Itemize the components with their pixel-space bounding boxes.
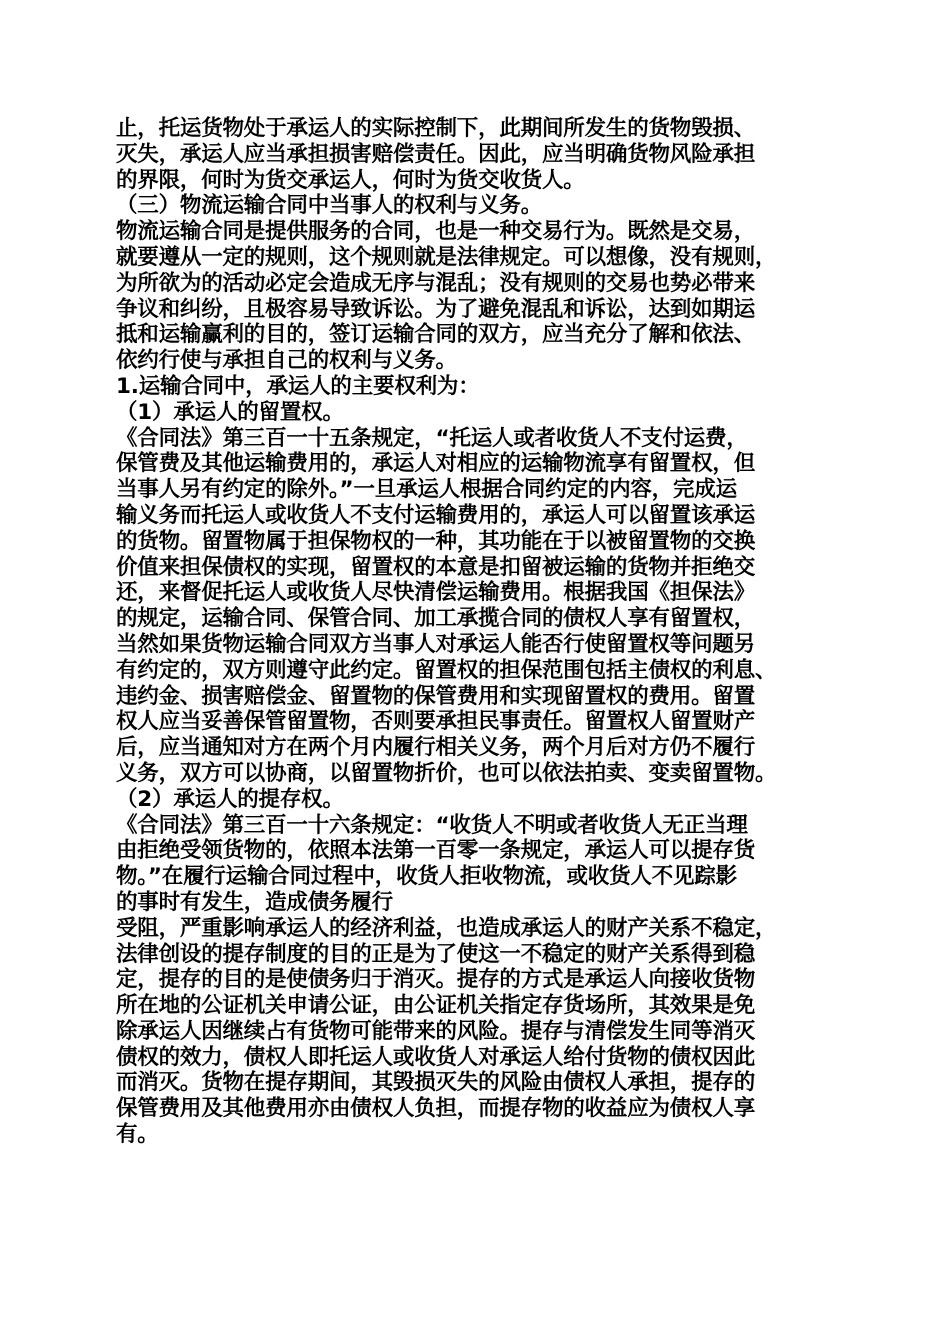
text-line: 违约金、损害赔偿金、留置物的保管费用和实现留置权的费用。留置 — [116, 683, 756, 709]
text-line: 所在地的公证机关申请公证，由公证机关指定存货场所，其效果是免 — [116, 993, 756, 1019]
text-line: 保管费及其他运输费用的，承运人对相应的运输物流享有留置权，但 — [116, 451, 756, 477]
text-line: 法律创设的提存制度的目的正是为了使这一不稳定的财产关系得到稳 — [116, 941, 756, 967]
text-line: 物。”在履行运输合同过程中，收货人拒收物流，或收货人不见踪影 — [116, 864, 737, 890]
text-line: 价值来担保债权的实现，留置权的本意是扣留被运输的货物并拒绝交 — [116, 554, 756, 580]
text-line: 争议和纠纷，且极容易导致诉讼。为了避免混乱和诉讼，达到如期运 — [116, 296, 756, 322]
text-line: 定，提存的目的是使债务归于消灭。提存的方式是承运人向接收货物 — [116, 967, 756, 993]
text-line: 保管费用及其他费用亦由债权人负担，而提存物的收益应为债权人享 — [116, 1096, 756, 1122]
document-body — [116, 116, 846, 1148]
text-line: 输义务而托运人或收货人不支付运输费用的，承运人可以留置该承运 — [116, 502, 756, 528]
text-line: 依约行使与承担自己的权利与义务。 — [116, 348, 457, 374]
text-line: 除承运人因继续占有货物可能带来的风险。提存与清偿发生同等消灭 — [116, 1018, 756, 1044]
text-line: 抵和运输赢利的目的，签订运输合同的双方，应当充分了解和依法、 — [116, 322, 756, 348]
text-line: 灭失，承运人应当承担损害赔偿责任。因此，应当明确货物风险承担 — [116, 141, 756, 167]
text-line: 还，来督促托运人或收货人尽快清偿运输费用。根据我国《担保法》 — [116, 580, 756, 606]
text-line: 后，应当通知对方在两个月内履行相关义务，两个月后对方仍不履行 — [116, 735, 756, 761]
text-line: 《合同法》第三百一十六条规定：“收货人不明或者收货人无正当理 — [116, 812, 748, 838]
text-line: 当事人另有约定的除外。”一旦承运人根据合同约定的内容，完成运 — [116, 477, 737, 503]
text-line: 由拒绝受领货物的，依照本法第一百零一条规定，承运人可以提存货 — [116, 838, 756, 864]
text-line: 有约定的，双方则遵守此约定。留置权的担保范围包括主债权的利息、 — [116, 657, 777, 683]
text-line: 1.运输合同中，承运人的主要权利为： — [116, 373, 480, 399]
text-line: 债权的效力，债权人即托运人或收货人对承运人给付货物的债权因此 — [116, 1044, 756, 1070]
text-line: 有。 — [116, 1122, 159, 1148]
text-line: （1）承运人的留置权。 — [116, 399, 344, 425]
text-line: 为所欲为的活动必定会造成无序与混乱；没有规则的交易也势必带来 — [116, 270, 756, 296]
text-line: 义务，双方可以协商，以留置物折价，也可以依法拍卖、变卖留置物。 — [116, 760, 777, 786]
text-line: 《合同法》第三百一十五条规定，“托运人或者收货人不支付运费， — [116, 425, 748, 451]
text-line: 而消灭。货物在提存期间，其毁损灭失的风险由债权人承担，提存的 — [116, 1070, 756, 1096]
text-line: （三）物流运输合同中当事人的权利与义务。 — [116, 193, 543, 219]
text-line: 的规定，运输合同、保管合同、加工承揽合同的债权人享有留置权， — [116, 606, 756, 632]
text-line: 当然如果货物运输合同双方当事人对承运人能否行使留置权等问题另 — [116, 631, 756, 657]
text-line: （2）承运人的提存权。 — [116, 786, 344, 812]
text-line: 止，托运货物处于承运人的实际控制下，此期间所发生的货物毁损、 — [116, 116, 756, 141]
text-line: 权人应当妥善保管留置物，否则要承担民事责任。留置权人留置财产 — [116, 709, 756, 735]
text-line: 就要遵从一定的规则，这个规则就是法律规定。可以想像，没有规则， — [116, 244, 777, 270]
text-line: 受阻，严重影响承运人的经济利益，也造成承运人的财产关系不稳定， — [116, 915, 777, 941]
text-line: 的货物。留置物属于担保物权的一种，其功能在于以被留置物的交换 — [116, 528, 756, 554]
text-line: 的事时有发生，造成债务履行 — [116, 889, 393, 915]
text-line: 的界限，何时为货交承运人，何时为货交收货人。 — [116, 167, 585, 193]
text-line: 物流运输合同是提供服务的合同，也是一种交易行为。既然是交易， — [116, 219, 756, 245]
